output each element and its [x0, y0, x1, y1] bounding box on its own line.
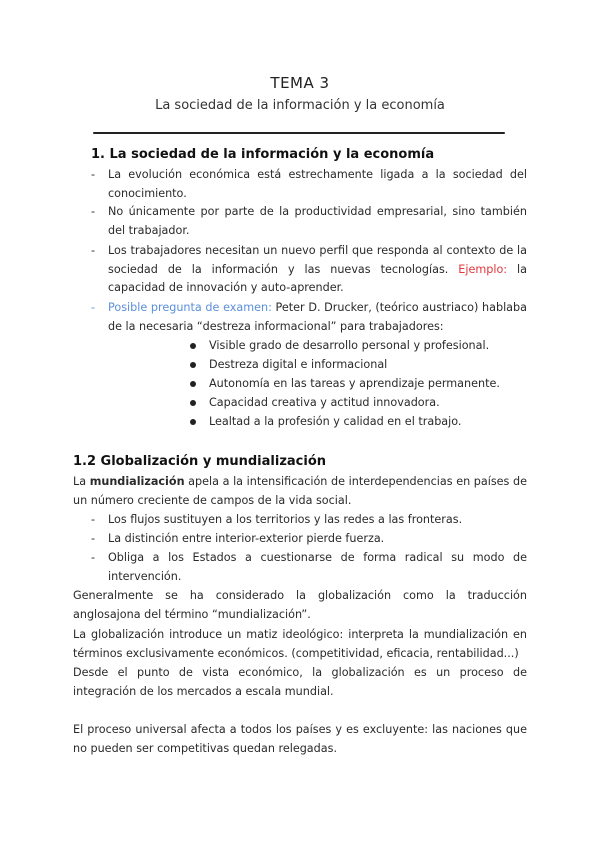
bullet-dot-icon [190, 381, 196, 387]
list-item-text: La distinción entre interior-exterior pierde fuerza. [108, 532, 385, 545]
bullet-text: Capacidad creativa y actitud innovadora. [209, 396, 440, 409]
dash-marker: - [91, 513, 96, 526]
list-item-text [108, 299, 527, 336]
list-item [91, 203, 527, 240]
section-1-heading: 1. La sociedad de la información y la economía [91, 147, 435, 162]
list-item [91, 242, 527, 298]
dash-marker: - [91, 551, 96, 564]
paragraph: Desde el punto de vista económico, la globalización es un proceso de integración de los mercados a escala mundial. [73, 666, 527, 698]
list-item-text: Obliga a los Estados a cuestionarse de forma radical su modo de intervención. [108, 551, 527, 583]
list-item [91, 530, 527, 549]
bullet-item [190, 394, 440, 413]
bullet-text: Autonomía en las tareas y aprendizaje permanente. [209, 377, 500, 390]
bullet-text: Lealtad a la profesión y calidad en el trabajo. [209, 415, 462, 428]
section-2-heading: 1.2 Globalización y mundialización [73, 454, 327, 469]
bullet-dot-icon [190, 419, 196, 425]
bullet-item [190, 337, 489, 356]
list-item-text: No únicamente por parte de la productividad empresarial, sino también del trabajador. [108, 205, 527, 237]
bullet-item [190, 413, 461, 432]
intro-paragraph [73, 473, 527, 510]
bullet-text: Destreza digital e informacional [209, 358, 388, 371]
paragraph: La globalización introduce un matiz ideológico: interpreta la mundialización en términos exclusivamente económicos. (competitividad, eficacia, rentabilidad...) [73, 628, 527, 660]
bullet-text: Visible grado de desarrollo personal y profesional. [209, 339, 490, 352]
list-item-text: La evolución económica está estrechamente ligada a la sociedad del conocimiento. [108, 168, 527, 200]
bullet-dot-icon [190, 400, 196, 406]
bullet-item [190, 375, 500, 394]
example-label: Ejemplo: [458, 262, 508, 276]
title-divider [93, 132, 505, 134]
list-item [91, 549, 527, 586]
text-segment: La [73, 475, 90, 488]
exam-question-label: Posible pregunta de examen: [108, 301, 272, 314]
page-subtitle: La sociedad de la información y la economía [155, 98, 445, 113]
text-segment: Los trabajadores necesitan un nuevo perfil que responda al contexto de la sociedad de la información y las nuevas tecnologías. [108, 244, 527, 276]
text-segment: apela a la intensificación de interdependencias en países de un número creciente de campos de la vida social. [73, 475, 527, 507]
dash-marker: - [91, 168, 96, 181]
list-item [91, 166, 527, 203]
list-item-text [108, 242, 527, 298]
text-segment: la capacidad de innovación y auto-aprender. [108, 262, 527, 294]
list-item [91, 299, 527, 336]
bold-term: mundialización [89, 475, 185, 488]
list-item [91, 511, 527, 530]
dash-marker: - [91, 205, 96, 218]
dash-marker: - [91, 244, 96, 257]
text-segment: Peter D. Drucker, (teórico austriaco) hablaba de la necesaria “destreza informacional” para trabajadores: [108, 301, 527, 333]
bullet-item [190, 356, 387, 375]
bullet-dot-icon [190, 343, 196, 349]
paragraph: Generalmente se ha considerado la globalización como la traducción anglosajona del término “mundialización”. [73, 589, 527, 621]
paragraph: El proceso universal afecta a todos los países y es excluyente: las naciones que no pueden ser competitivas quedan relegadas. [73, 723, 527, 755]
dash-marker: - [91, 532, 96, 545]
list-item-text: Los flujos sustituyen a los territorios y las redes a las fronteras. [108, 513, 463, 526]
bullet-dot-icon [190, 362, 196, 368]
page-title: TEMA 3 [270, 74, 330, 92]
dash-marker: - [91, 301, 96, 314]
